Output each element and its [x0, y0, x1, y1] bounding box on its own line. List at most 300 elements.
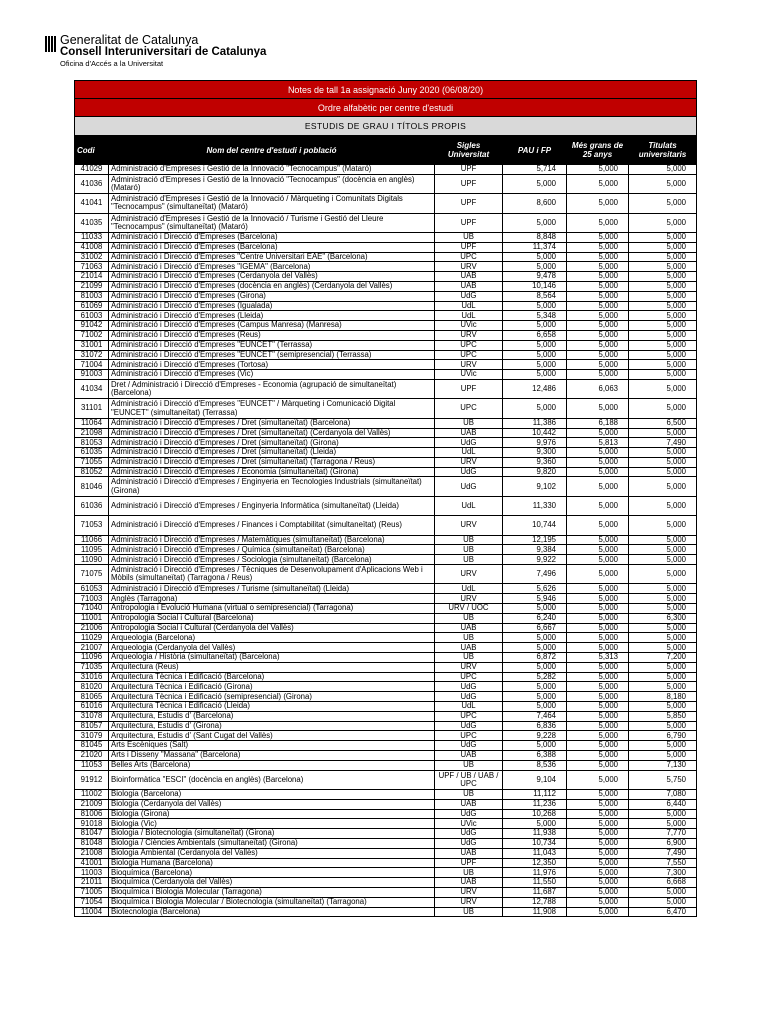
cell-sigles: UdG [435, 291, 503, 301]
cell-codi: 71040 [75, 604, 109, 614]
cell-majors-25: 5,813 [567, 438, 629, 448]
cell-codi: 31016 [75, 672, 109, 682]
cell-titulats: 5,000 [629, 809, 697, 819]
cell-nom: Administració i Direcció d'Empreses (Vic) [109, 370, 435, 380]
cell-codi: 21099 [75, 281, 109, 291]
cell-majors-25: 5,313 [567, 653, 629, 663]
table-row [75, 613, 697, 623]
cell-codi: 91018 [75, 819, 109, 829]
cell-nom: Dret / Administració i Direcció d'Empreses - Economia (agrupació de simultaneïtat) (Barcelona) [109, 379, 435, 398]
cell-titulats: 5,000 [629, 682, 697, 692]
cell-pau: 5,000 [503, 741, 567, 751]
cell-pau: 11,386 [503, 418, 567, 428]
cell-codi: 11001 [75, 613, 109, 623]
table-row [75, 809, 697, 819]
cell-titulats: 5,000 [629, 428, 697, 438]
cell-pau: 10,744 [503, 516, 567, 535]
cell-nom: Arqueologia / Història (simultaneïtat) (Barcelona) [109, 653, 435, 663]
cell-sigles: UPF [435, 213, 503, 232]
cell-sigles: UdL [435, 448, 503, 458]
table-row [75, 878, 697, 888]
cell-sigles: UAB [435, 848, 503, 858]
cell-nom: Biologia (Cerdanyola del Vallès) [109, 799, 435, 809]
cell-sigles: UAB [435, 799, 503, 809]
cell-titulats: 5,000 [629, 467, 697, 477]
cell-pau: 5,348 [503, 311, 567, 321]
cell-majors-25: 5,000 [567, 272, 629, 282]
cell-sigles: UdG [435, 438, 503, 448]
table-row [75, 897, 697, 907]
cell-nom: Arquitectura, Estudis d' (Sant Cugat del Vallès) [109, 731, 435, 741]
table-row [75, 799, 697, 809]
cell-sigles: UB [435, 555, 503, 565]
cell-majors-25: 5,000 [567, 731, 629, 741]
cell-sigles: UdG [435, 692, 503, 702]
cell-titulats: 5,000 [629, 165, 697, 175]
cell-titulats: 7,080 [629, 789, 697, 799]
cell-titulats: 5,000 [629, 516, 697, 535]
cell-titulats: 5,000 [629, 448, 697, 458]
cell-majors-25: 5,000 [567, 428, 629, 438]
cell-pau: 11,236 [503, 799, 567, 809]
table-row [75, 467, 697, 477]
cell-sigles: UPF [435, 242, 503, 252]
table-row [75, 535, 697, 545]
cell-codi: 71005 [75, 887, 109, 897]
table-row [75, 741, 697, 751]
cell-sigles: UPF [435, 194, 503, 213]
cell-codi: 81003 [75, 291, 109, 301]
cell-nom: Administració i Direcció d'Empreses (Reus) [109, 330, 435, 340]
cell-sigles: UPF / UB / UAB / UPC [435, 770, 503, 789]
cell-titulats: 5,000 [629, 565, 697, 584]
cell-nom: Administració i Direcció d'Empreses (Tortosa) [109, 360, 435, 370]
cell-sigles: UPC [435, 340, 503, 350]
table-row [75, 565, 697, 584]
cell-pau: 11,330 [503, 496, 567, 515]
cell-sigles: UB [435, 907, 503, 917]
cell-majors-25: 5,000 [567, 301, 629, 311]
cell-pau: 5,000 [503, 252, 567, 262]
cell-titulats: 5,000 [629, 545, 697, 555]
cell-codi: 71054 [75, 897, 109, 907]
cell-pau: 5,000 [503, 692, 567, 702]
cell-titulats: 5,000 [629, 702, 697, 712]
cell-sigles: URV [435, 262, 503, 272]
cell-codi: 71075 [75, 565, 109, 584]
cell-codi: 81047 [75, 829, 109, 839]
cell-nom: Belles Arts (Barcelona) [109, 760, 435, 770]
cell-nom: Administració d'Empreses i Gestió de la Innovació "Tecnocampus" (Mataró) [109, 165, 435, 175]
cell-sigles: UB [435, 613, 503, 623]
cell-nom: Antropologia Social i Cultural (Cerdanyola del Vallès) [109, 623, 435, 633]
cell-titulats: 5,000 [629, 662, 697, 672]
cell-nom: Administració i Direcció d'Empreses (Lleida) [109, 311, 435, 321]
cell-sigles: UAB [435, 750, 503, 760]
table-row [75, 242, 697, 252]
cell-sigles: UPF [435, 379, 503, 398]
cell-codi: 31072 [75, 350, 109, 360]
cell-codi: 71063 [75, 262, 109, 272]
banner-title: Notes de tall 1a assignació Juny 2020 (06/08/20) [75, 81, 697, 99]
cell-majors-25: 5,000 [567, 399, 629, 418]
cell-majors-25: 5,000 [567, 750, 629, 760]
cell-codi: 31002 [75, 252, 109, 262]
table-row [75, 594, 697, 604]
table-row [75, 360, 697, 370]
cell-pau: 5,000 [503, 321, 567, 331]
table-row [75, 868, 697, 878]
cell-sigles: UB [435, 868, 503, 878]
cell-codi: 11095 [75, 545, 109, 555]
cell-sigles: UVic [435, 321, 503, 331]
cell-nom: Administració i Direcció d'Empreses "EUNCET" / Màrqueting i Comunicació Digital "EUNCET" (simultaneïtat) (Terrassa) [109, 399, 435, 418]
cell-sigles: UdL [435, 496, 503, 515]
table-row [75, 731, 697, 741]
cell-majors-25: 5,000 [567, 848, 629, 858]
cell-sigles: UAB [435, 643, 503, 653]
cell-titulats: 5,000 [629, 242, 697, 252]
cell-sigles: URV [435, 887, 503, 897]
cell-nom: Administració i Direcció d'Empreses (Barcelona) [109, 242, 435, 252]
cell-titulats: 5,000 [629, 232, 697, 242]
cell-sigles: UdG [435, 829, 503, 839]
header-line-2: Consell Interuniversitari de Catalunya [60, 46, 267, 58]
table-row [75, 448, 697, 458]
table-row [75, 496, 697, 515]
cell-codi: 41034 [75, 379, 109, 398]
cell-codi: 81053 [75, 438, 109, 448]
table-row [75, 662, 697, 672]
cell-majors-25: 5,000 [567, 340, 629, 350]
table-row [75, 604, 697, 614]
cell-pau: 5,626 [503, 584, 567, 594]
cell-codi: 91003 [75, 370, 109, 380]
cell-sigles: UdL [435, 702, 503, 712]
cell-sigles: UPC [435, 350, 503, 360]
cell-sigles: UB [435, 535, 503, 545]
table-row [75, 760, 697, 770]
table-row [75, 516, 697, 535]
cell-sigles: URV [435, 565, 503, 584]
cell-pau: 5,000 [503, 340, 567, 350]
cell-nom: Antropologia Social i Cultural (Barcelona) [109, 613, 435, 623]
cell-codi: 81052 [75, 467, 109, 477]
cell-majors-25: 5,000 [567, 165, 629, 175]
col-header-majors-25: Més grans de 25 anys [567, 136, 629, 165]
cell-majors-25: 5,000 [567, 623, 629, 633]
cell-codi: 71035 [75, 662, 109, 672]
cell-titulats: 6,790 [629, 731, 697, 741]
cell-nom: Administració i Direcció d'Empreses / Economia (simultaneïtat) (Girona) [109, 467, 435, 477]
table-row [75, 848, 697, 858]
cell-majors-25: 5,000 [567, 858, 629, 868]
cell-nom: Administració i Direcció d'Empreses / Turisme (simultaneïtat) (Lleida) [109, 584, 435, 594]
cell-pau: 6,240 [503, 613, 567, 623]
cell-majors-25: 5,000 [567, 281, 629, 291]
cell-codi: 11033 [75, 232, 109, 242]
cell-nom: Administració i Direcció d'Empreses (Campus Manresa) (Manresa) [109, 321, 435, 331]
cell-codi: 11004 [75, 907, 109, 917]
cell-nom: Administració i Direcció d'Empreses / Química (simultaneïtat) (Barcelona) [109, 545, 435, 555]
cell-titulats: 5,000 [629, 291, 697, 301]
cell-codi: 61035 [75, 448, 109, 458]
cell-pau: 7,496 [503, 565, 567, 584]
table-row [75, 789, 697, 799]
cell-nom: Arqueologia (Barcelona) [109, 633, 435, 643]
cell-nom: Arquitectura, Estudis d' (Girona) [109, 721, 435, 731]
cell-sigles: UAB [435, 428, 503, 438]
cell-pau: 11,374 [503, 242, 567, 252]
cell-majors-25: 5,000 [567, 516, 629, 535]
table-row [75, 653, 697, 663]
cell-nom: Administració i Direcció d'Empreses (Igualada) [109, 301, 435, 311]
table-row [75, 321, 697, 331]
cell-sigles: UdL [435, 584, 503, 594]
cell-titulats: 5,000 [629, 584, 697, 594]
cell-titulats: 7,490 [629, 848, 697, 858]
cell-pau: 11,043 [503, 848, 567, 858]
cell-sigles: UAB [435, 878, 503, 888]
table-row [75, 379, 697, 398]
cell-pau: 6,388 [503, 750, 567, 760]
cell-nom: Biologia / Ciències Ambientals (simultaneïtat) (Girona) [109, 838, 435, 848]
cell-nom: Bioquímica (Cerdanyola del Vallès) [109, 878, 435, 888]
cell-nom: Biologia (Barcelona) [109, 789, 435, 799]
cell-nom: Biologia Humana (Barcelona) [109, 858, 435, 868]
table-row [75, 623, 697, 633]
table-row [75, 262, 697, 272]
cell-sigles: UB [435, 545, 503, 555]
cell-codi: 11003 [75, 868, 109, 878]
cell-titulats: 7,490 [629, 438, 697, 448]
cell-nom: Biologia / Biotecnologia (simultaneïtat) (Girona) [109, 829, 435, 839]
cell-sigles: UB [435, 633, 503, 643]
cell-nom: Administració i Direcció d'Empreses / Matemàtiques (simultaneïtat) (Barcelona) [109, 535, 435, 545]
cell-pau: 5,000 [503, 301, 567, 311]
cell-sigles: UPC [435, 399, 503, 418]
cell-pau: 6,872 [503, 653, 567, 663]
cell-majors-25: 5,000 [567, 897, 629, 907]
cell-titulats: 5,000 [629, 281, 697, 291]
cell-majors-25: 5,000 [567, 672, 629, 682]
cell-titulats: 5,000 [629, 604, 697, 614]
cell-majors-25: 5,000 [567, 477, 629, 496]
cell-sigles: UPF [435, 174, 503, 193]
cell-majors-25: 5,000 [567, 496, 629, 515]
cell-titulats: 6,668 [629, 878, 697, 888]
cell-pau: 6,667 [503, 623, 567, 633]
cell-pau: 9,820 [503, 467, 567, 477]
cell-titulats: 5,000 [629, 594, 697, 604]
cell-pau: 5,000 [503, 702, 567, 712]
cell-majors-25: 5,000 [567, 565, 629, 584]
cell-majors-25: 5,000 [567, 887, 629, 897]
cell-pau: 9,478 [503, 272, 567, 282]
cell-titulats: 7,770 [629, 829, 697, 839]
table-row [75, 672, 697, 682]
cell-sigles: UB [435, 789, 503, 799]
cell-majors-25: 5,000 [567, 838, 629, 848]
cell-codi: 21020 [75, 750, 109, 760]
cell-majors-25: 5,000 [567, 232, 629, 242]
cell-codi: 71003 [75, 594, 109, 604]
cell-pau: 11,687 [503, 887, 567, 897]
table-row [75, 711, 697, 721]
table-row [75, 301, 697, 311]
cell-majors-25: 5,000 [567, 321, 629, 331]
cell-titulats: 5,000 [629, 174, 697, 193]
cell-nom: Arts Escèniques (Salt) [109, 741, 435, 751]
cell-pau: 11,550 [503, 878, 567, 888]
cell-codi: 21006 [75, 623, 109, 633]
cell-nom: Administració i Direcció d'Empreses (Girona) [109, 291, 435, 301]
cell-pau: 9,300 [503, 448, 567, 458]
cell-pau: 8,536 [503, 760, 567, 770]
cell-majors-25: 5,000 [567, 682, 629, 692]
cell-pau: 6,836 [503, 721, 567, 731]
cell-codi: 61053 [75, 584, 109, 594]
cell-nom: Administració i Direcció d'Empreses / Dret (simultaneïtat) (Girona) [109, 438, 435, 448]
cell-pau: 11,976 [503, 868, 567, 878]
cell-codi: 21007 [75, 643, 109, 653]
cell-titulats: 5,000 [629, 643, 697, 653]
cell-nom: Arquitectura Tècnica i Edificació (Lleida) [109, 702, 435, 712]
cell-titulats: 5,000 [629, 496, 697, 515]
cell-majors-25: 5,000 [567, 350, 629, 360]
cell-titulats: 5,000 [629, 555, 697, 565]
cell-titulats: 5,000 [629, 370, 697, 380]
table-row [75, 477, 697, 496]
cell-majors-25: 5,000 [567, 819, 629, 829]
cell-nom: Arqueologia (Cerdanyola del Vallès) [109, 643, 435, 653]
cell-sigles: UdL [435, 311, 503, 321]
cell-codi: 81046 [75, 477, 109, 496]
cell-codi: 71053 [75, 516, 109, 535]
cell-majors-25: 5,000 [567, 360, 629, 370]
cell-sigles: UAB [435, 623, 503, 633]
cell-majors-25: 5,000 [567, 467, 629, 477]
cell-sigles: UB [435, 418, 503, 428]
cell-titulats: 5,000 [629, 340, 697, 350]
table-row [75, 819, 697, 829]
cell-pau: 11,112 [503, 789, 567, 799]
cell-pau: 5,000 [503, 662, 567, 672]
cell-majors-25: 6,063 [567, 379, 629, 398]
cell-codi: 21009 [75, 799, 109, 809]
cell-majors-25: 5,000 [567, 829, 629, 839]
table-row [75, 194, 697, 213]
cell-majors-25: 5,000 [567, 594, 629, 604]
cell-pau: 9,922 [503, 555, 567, 565]
cell-titulats: 5,000 [629, 672, 697, 682]
cell-codi: 41001 [75, 858, 109, 868]
cell-majors-25: 5,000 [567, 262, 629, 272]
cell-titulats: 5,000 [629, 330, 697, 340]
cell-nom: Administració i Direcció d'Empreses / Dret (simultaneïtat) (Cerdanyola del Vallès) [109, 428, 435, 438]
cell-sigles: UdL [435, 301, 503, 311]
cell-codi: 11066 [75, 535, 109, 545]
cell-majors-25: 5,000 [567, 311, 629, 321]
cell-sigles: UB [435, 760, 503, 770]
cell-pau: 8,564 [503, 291, 567, 301]
cell-pau: 5,000 [503, 370, 567, 380]
cell-majors-25: 5,000 [567, 799, 629, 809]
table-row [75, 584, 697, 594]
table-row [75, 858, 697, 868]
cell-majors-25: 5,000 [567, 770, 629, 789]
cell-majors-25: 5,000 [567, 555, 629, 565]
cell-nom: Biotecnologia (Barcelona) [109, 907, 435, 917]
cell-pau: 5,000 [503, 643, 567, 653]
table-row [75, 340, 697, 350]
cell-codi: 81057 [75, 721, 109, 731]
cell-majors-25: 5,000 [567, 692, 629, 702]
cell-majors-25: 5,000 [567, 809, 629, 819]
cell-sigles: URV [435, 360, 503, 370]
table-row [75, 643, 697, 653]
cell-nom: Administració i Direcció d'Empreses / Dret (simultaneïtat) (Lleida) [109, 448, 435, 458]
cell-codi: 21014 [75, 272, 109, 282]
cell-pau: 9,104 [503, 770, 567, 789]
table-row [75, 838, 697, 848]
cell-sigles: UdG [435, 809, 503, 819]
cell-pau: 5,000 [503, 350, 567, 360]
cell-titulats: 8,180 [629, 692, 697, 702]
cell-titulats: 6,900 [629, 838, 697, 848]
cell-pau: 11,908 [503, 907, 567, 917]
cell-titulats: 5,000 [629, 360, 697, 370]
cell-pau: 5,000 [503, 399, 567, 418]
table-row [75, 399, 697, 418]
cell-codi: 31078 [75, 711, 109, 721]
cell-pau: 5,000 [503, 819, 567, 829]
cell-majors-25: 5,000 [567, 907, 629, 917]
cell-majors-25: 5,000 [567, 760, 629, 770]
table-row [75, 545, 697, 555]
cell-pau: 12,195 [503, 535, 567, 545]
cell-sigles: UB [435, 232, 503, 242]
table-row [75, 702, 697, 712]
cell-sigles: UdG [435, 682, 503, 692]
cell-titulats: 6,470 [629, 907, 697, 917]
col-header-sigles: Sigles Universitat [435, 136, 503, 165]
cell-pau: 9,384 [503, 545, 567, 555]
cell-pau: 10,734 [503, 838, 567, 848]
cell-titulats: 7,300 [629, 868, 697, 878]
table-row [75, 418, 697, 428]
cell-nom: Bioquímica i Biologia Molecular (Tarragona) [109, 887, 435, 897]
cell-nom: Arquitectura Tècnica i Edificació (Girona) [109, 682, 435, 692]
cell-pau: 10,442 [503, 428, 567, 438]
cell-titulats: 6,300 [629, 613, 697, 623]
cell-nom: Arquitectura Tècnica i Edificació (semipresencial) (Girona) [109, 692, 435, 702]
table-body [75, 165, 697, 917]
cell-pau: 5,000 [503, 633, 567, 643]
cell-pau: 9,360 [503, 457, 567, 467]
cell-codi: 21098 [75, 428, 109, 438]
cell-nom: Administració i Direcció d'Empreses "IGEMA" (Barcelona) [109, 262, 435, 272]
table-row [75, 252, 697, 262]
cell-pau: 5,282 [503, 672, 567, 682]
cell-pau: 11,938 [503, 829, 567, 839]
header-line-3: Oficina d'Accés a la Universitat [60, 59, 164, 68]
cell-titulats: 5,000 [629, 252, 697, 262]
cell-nom: Arquitectura, Estudis d' (Barcelona) [109, 711, 435, 721]
cell-majors-25: 5,000 [567, 535, 629, 545]
cell-nom: Arquitectura (Reus) [109, 662, 435, 672]
cell-pau: 5,946 [503, 594, 567, 604]
